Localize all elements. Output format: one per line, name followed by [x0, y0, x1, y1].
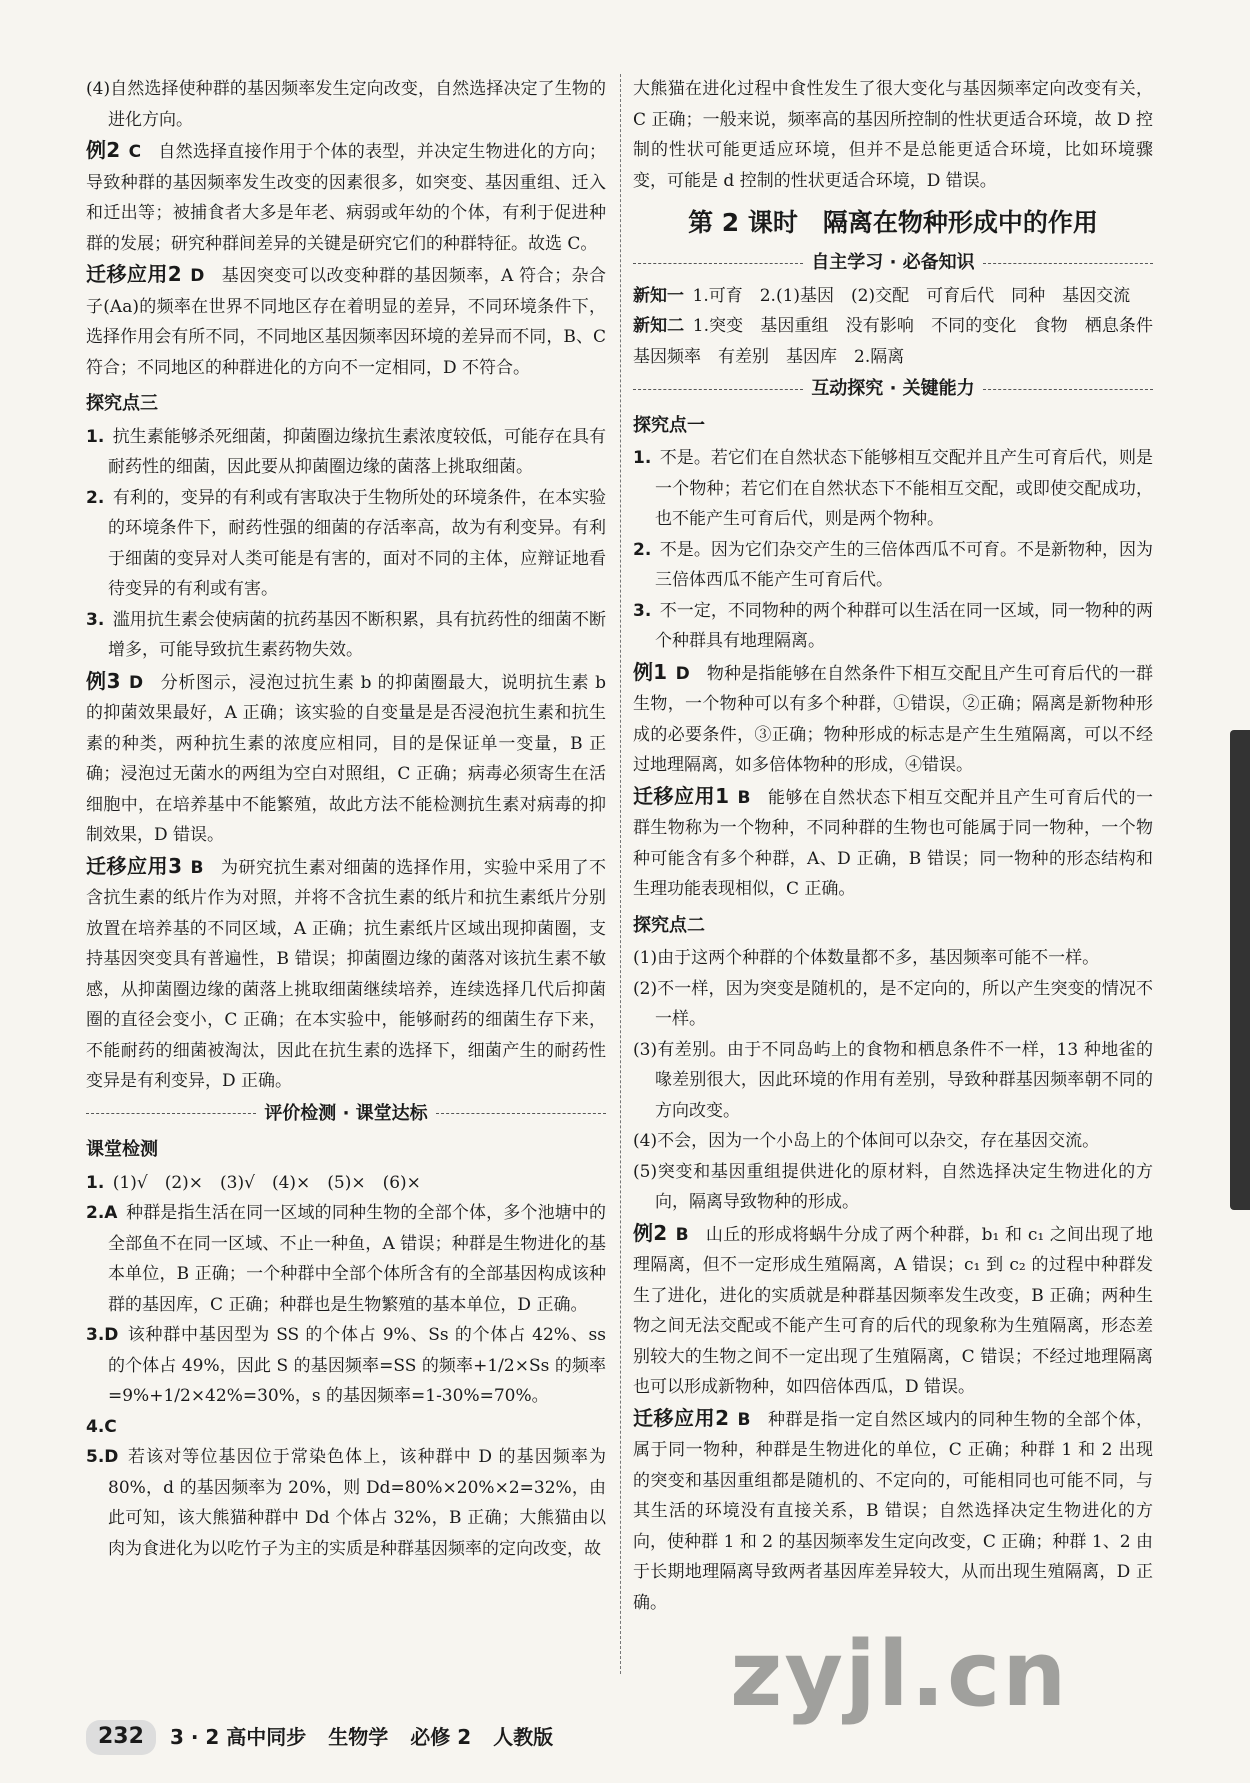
book-subject: 生物学	[328, 1725, 389, 1749]
item-text: 该种群中基因型为 SS 的个体占 9%、Ss 的个体占 42%、ss 的个体占 49%，因此 S 的基因频率=SS 的频率+1/2×Ss 的频率=9%+1/2×42%=30%，s 的基因频率=1-30%=70%。	[108, 1325, 606, 1406]
example-block	[633, 781, 1153, 905]
band-title: 评价检测 · 课堂达标	[264, 1102, 428, 1124]
new-knowledge-item	[633, 311, 1171, 372]
numbered-item	[86, 1168, 606, 1199]
section-band	[86, 1099, 606, 1130]
right-column	[633, 74, 1171, 1618]
item-text: 若该对等位基因位于常染色体上，该种群中 D 的基因频率为 80%，d 的基因频率为 20%，则 Dd=80%×20%×2=32%，由此可知，该大熊猫种群中 Dd 个体占 32%，B 正确；大熊猫由以肉为食进化为以吃竹子为主的实质是种群基因频率的定向改变，故	[108, 1447, 606, 1559]
new-knowledge-label: 新知一	[633, 285, 684, 306]
example-block	[86, 851, 606, 1097]
item-number: 2.A	[86, 1203, 118, 1223]
band-line	[86, 1113, 256, 1114]
item-number: 3.	[633, 600, 652, 621]
example-block	[633, 1218, 1153, 1403]
item-number: 3.D	[86, 1325, 119, 1345]
example-block	[86, 135, 606, 259]
example-text: 物种是指能够在自然条件下相互交配且产生可育后代的一群生物，一个物种可以有多个种群，①错误，②正确；隔离是新物种形成的必要条件，③正确；物种形成的标志是产生生殖隔离，可以不经过地理隔离，如多倍体物种的形成，④错误。	[633, 663, 1154, 775]
lesson-title: 第 2 课时 隔离在物种形成中的作用	[688, 208, 1098, 237]
numbered-item	[86, 422, 606, 483]
example-text: 为研究抗生素对细菌的选择作用，实验中采用了不含抗生素的纸片作为对照，并将不含抗生素的纸片和抗生素纸片分别放置在培养基的不同区域，A 正确；抗生素纸片区域出现抑菌圈，支持基因突变具有普遍性，B 错误；抑菌圈边缘的菌落对该抗生素不敏感，从抑菌圈边缘的菌落上挑取细菌继续培养，连续选择几代后抑菌圈的直径会变小，C 正确；在本实验中，能够耐药的细菌生存下来，不能耐药的细菌被淘汰，因此在抗生素的选择下，细菌产生的耐药性变异是有利变异，D 正确。	[86, 857, 606, 1091]
numbered-item	[86, 605, 606, 666]
example-label: 迁移应用3	[86, 853, 183, 878]
paragraph: 大熊猫在进化过程中食性发生了很大变化与基因频率定向改变有关，C 正确；一般来说，频率高的基因所控制的性状更适合环境，故 D 控制的性状可能更适应环境，但并不是总能更适合环境，比如环境骤变，可能是 d 控制的性状更适合环境，D 错误。	[633, 79, 1153, 191]
example-answer: D	[675, 663, 690, 684]
new-knowledge-text: 1.突变 基因重组 没有影响 不同的变化 食物 栖息条件 基因频率 有差别 基因库 2.隔离	[633, 316, 1171, 367]
example-answer: B	[190, 857, 204, 878]
book-volume: 必修 2	[410, 1725, 472, 1749]
example-block	[86, 666, 606, 851]
item-text: (1)√ (2)× (3)√ (4)× (5)× (6)×	[112, 1172, 421, 1193]
section-band	[633, 374, 1153, 405]
section-heading: 探究点一	[633, 414, 705, 436]
example-label: 迁移应用1	[633, 783, 730, 808]
item-text: 抗生素能够杀死细菌，抑菌圈边缘抗生素浓度较低，可能存在具有耐药性的细菌，因此要从抑菌圈边缘的菌落上挑取细菌。	[108, 426, 606, 477]
item-text: 不是。若它们在自然状态下能够相互交配并且产生可育后代，则是一个物种；若它们在自然状态下不能相互交配，或即使交配成功，也不能产生可育后代，则是两个物种。	[655, 448, 1153, 529]
book-series: 3 · 2 高中同步	[169, 1725, 307, 1749]
section-heading: 探究点三	[86, 393, 158, 414]
item-number: 3.	[86, 609, 105, 630]
example-text: 山丘的形成将蜗牛分成了两个种群，b₁ 和 c₁ 之间出现了地理隔离，但不一定形成生殖隔离，A 错误；c₁ 到 c₂ 的过程中种群发生了进化，进化的实质就是种群基因频率发生改变，B 正确；两种生物之间无法交配或不能产生可育的后代的现象称为生殖隔离，形态差别较大的生物之间不一定出现了生殖隔离，C 错误；不经过地理隔离也可以形成新物种，如四倍体西瓜，D 错误。	[633, 1224, 1153, 1397]
example-answer: D	[190, 266, 205, 286]
section-band	[633, 248, 1153, 279]
left-column	[86, 74, 606, 1564]
item-text: 种群是指生活在同一区域的同种生物的全部个体，多个池塘中的全部鱼不在同一区域、不止一种鱼，A 错误；种群是生物进化的基本单位，B 正确；一个种群中全部个体所含有的全部基因构成该种群的基因库，C 正确；种群也是生物繁殖的基本单位，D 正确。	[108, 1203, 606, 1315]
example-block	[86, 259, 606, 383]
numbered-item	[633, 596, 1153, 657]
band-title: 自主学习 · 必备知识	[811, 252, 975, 273]
book-edition: 人教版	[493, 1725, 554, 1749]
example-text: 基因突变可以改变种群的基因频率，A 符合；杂合子(Aa)的频率在世界不同地区存在着明显的差异，不同环境条件下，选择作用会有所不同，不同地区基因频率因环境的差异而不同，B、C 符合；不同地区的种群进化的方向不一定相同，D 不符合。	[86, 266, 606, 378]
item-number: 4.C	[86, 1416, 117, 1437]
page-edge-tab	[1230, 730, 1250, 1210]
new-knowledge-item	[633, 281, 1153, 312]
sub-item: (4)自然选择使种群的基因频率发生定向改变，自然选择决定了生物的进化方向。	[86, 79, 606, 130]
column-divider	[620, 74, 621, 1674]
example-block	[633, 1403, 1153, 1619]
sub-item: (3)有差别。由于不同岛屿上的食物和栖息条件不一样，13 种地雀的喙差别很大，因此环境的作用有差别，导致种群基因频率朝不同的方向改变。	[633, 1039, 1153, 1121]
sub-item: (1)由于这两个种群的个体数量都不多，基因频率可能不一样。	[633, 948, 1100, 968]
sub-item: (2)不一样，因为突变是随机的，是不定向的，所以产生突变的情况不一样。	[633, 978, 1153, 1029]
example-text: 分析图示，浸泡过抗生素 b 的抑菌圈最大，说明抗生素 b 的抑菌效果最好，A 正确；该实验的自变量是是否浸泡抗生素和抗生素的种类，两种抗生素的浓度应相同，目的是保证单一变量，B 正确；浸泡过无菌水的两组为空白对照组，C 正确；病毒必须寄生在活细胞中，在培养基中不能繁殖，故此方法不能检测抗生素对病毒的抑制效果，D 错误。	[86, 672, 606, 845]
item-number: 1.	[633, 448, 652, 468]
item-number: 2.	[633, 539, 652, 560]
new-knowledge-label: 新知二	[633, 316, 685, 336]
watermark-text: zyjl.cn	[730, 1622, 1069, 1727]
numbered-item	[86, 1320, 606, 1412]
band-line	[436, 1113, 606, 1114]
item-number: 5.D	[86, 1447, 119, 1467]
example-answer: D	[129, 672, 144, 693]
example-label: 例3	[86, 668, 121, 693]
page-number: 232	[86, 1720, 156, 1755]
sub-item: (5)突变和基因重组提供进化的原材料，自然选择决定生物进化的方向，隔离导致物种的形成。	[633, 1161, 1153, 1212]
example-block	[633, 657, 1153, 781]
example-text: 能够在自然状态下相互交配并且产生可育后代的一群生物称为一个物种，不同种群的生物也可能属于同一物种，一个物种可能含有多个种群，A、D 正确，B 错误；同一物种的形态结构和生理功能表现相似，C 正确。	[633, 787, 1153, 899]
numbered-item	[86, 1412, 606, 1443]
example-text: 自然选择直接作用于个体的表型，并决定生物进化的方向；导致种群的基因频率发生改变的因素很多，如突变、基因重组、迁入和迁出等；被捕食者大多是年老、病弱或年幼的个体，有利于促进种群的发展；研究种群间差异的关键是研究它们的种群特征。故选 C。	[86, 142, 607, 254]
numbered-item	[633, 443, 1153, 535]
item-number: 1.	[86, 426, 105, 447]
numbered-item	[86, 1442, 606, 1564]
band-line	[633, 389, 803, 390]
section-heading: 探究点二	[633, 914, 705, 936]
numbered-item	[633, 535, 1153, 596]
band-title: 互动探究 · 关键能力	[811, 378, 975, 399]
item-text: 不是。因为它们杂交产生的三倍体西瓜不可育。不是新物种，因为三倍体西瓜不能产生可育后代。	[655, 539, 1153, 590]
example-label: 例1	[633, 659, 668, 684]
sub-item: (4)不会，因为一个小岛上的个体间可以杂交，存在基因交流。	[633, 1131, 1100, 1151]
band-line	[983, 389, 1153, 390]
band-line	[983, 263, 1153, 264]
item-text: 有利的，变异的有利或有害取决于生物所处的环境条件，在本实验的环境条件下，耐药性强的细菌的存活率高，故为有利变异。有利于细菌的变异对人类可能是有害的，面对不同的主体，应辩证地看待变异的有利或有害。	[108, 487, 606, 599]
section-heading: 课堂检测	[86, 1139, 158, 1160]
example-answer: B	[737, 787, 751, 808]
numbered-item	[86, 1198, 606, 1320]
item-number: 2.	[86, 487, 105, 508]
example-text: 种群是指一定自然区域内的同种生物的全部个体，属于同一物种，种群是生物进化的单位，C 正确；种群 1 和 2 出现的突变和基因重组都是随机的、不定向的，可能相同也可能不同，与其生活的环境没有直接关系，B 错误；自然选择决定生物进化的方向，使种群 1 和 2 的基因频率发生定向改变，C 正确；种群 1、2 由于长期地理隔离导致两者基因库差异较大，从而出现生殖隔离，D 正确。	[633, 1409, 1153, 1613]
example-answer: B	[675, 1224, 689, 1245]
example-answer: B	[737, 1409, 751, 1430]
item-text: 不一定，不同物种的两个种群可以生活在同一区域，同一物种的两个种群具有地理隔离。	[655, 600, 1153, 651]
page-footer	[86, 1720, 575, 1755]
band-line	[633, 263, 803, 264]
example-answer: C	[128, 142, 142, 162]
example-label: 例2	[86, 138, 121, 162]
item-number: 1.	[86, 1172, 105, 1193]
example-label: 迁移应用2	[86, 262, 182, 286]
item-text: 滥用抗生素会使病菌的抗药基因不断积累，具有抗药性的细菌不断增多，可能导致抗生素药物失效。	[108, 609, 606, 660]
example-label: 例2	[633, 1220, 668, 1245]
example-label: 迁移应用2	[633, 1405, 730, 1430]
new-knowledge-text: 1.可育 2.(1)基因 (2)交配 可育后代 同种 基因交流	[692, 285, 1131, 306]
numbered-item	[86, 483, 606, 605]
